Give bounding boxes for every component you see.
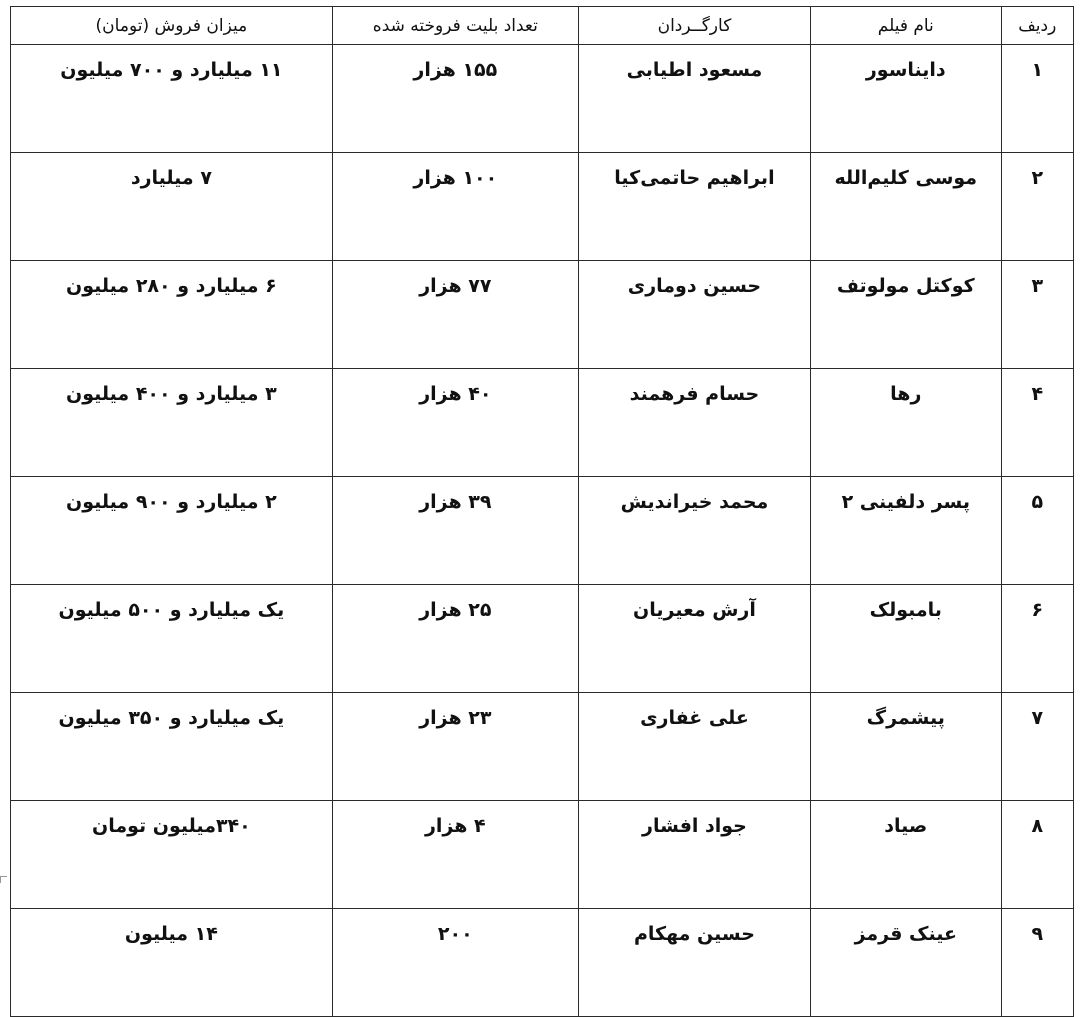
cell-sales-amount: یک میلیارد و ۵۰۰ میلیون [11, 585, 333, 693]
cell-film-name: دایناسور [811, 45, 1002, 153]
cell-sales-amount: ۳۴۰میلیون تومان [11, 801, 333, 909]
table-row [11, 801, 1074, 909]
table-row [11, 261, 1074, 369]
box-office-table [10, 6, 1074, 1017]
cell-film-name: کوکتل مولوتف [811, 261, 1002, 369]
cell-sales-amount: ۱۴ میلیون [11, 909, 333, 1017]
cell-tickets-sold: ۴ هزار [332, 801, 578, 909]
cell-tickets-sold: ۴۰ هزار [332, 369, 578, 477]
header-director: کارگــردان [578, 7, 810, 45]
table-row [11, 693, 1074, 801]
cell-row-number: ۸ [1001, 801, 1073, 909]
table-row [11, 477, 1074, 585]
cell-film-name: عینک قرمز [811, 909, 1002, 1017]
cell-film-name: بامبولک [811, 585, 1002, 693]
cell-row-number: ۹ [1001, 909, 1073, 1017]
cell-sales-amount: ۶ میلیارد و ۲۸۰ میلیون [11, 261, 333, 369]
cell-tickets-sold: ۱۰۰ هزار [332, 153, 578, 261]
cell-sales-amount: ۲ میلیارد و ۹۰۰ میلیون [11, 477, 333, 585]
cell-sales-amount: یک میلیارد و ۳۵۰ میلیون [11, 693, 333, 801]
cell-director: حسین دوماری [578, 261, 810, 369]
cell-tickets-sold: ۲۳ هزار [332, 693, 578, 801]
header-film-name: نام فیلم [811, 7, 1002, 45]
cell-film-name: موسی کلیم‌الله [811, 153, 1002, 261]
cell-sales-amount: ۱۱ میلیارد و ۷۰۰ میلیون [11, 45, 333, 153]
cell-director: حسین مهکام [578, 909, 810, 1017]
cell-film-name: صیاد [811, 801, 1002, 909]
cell-director: حسام فرهمند [578, 369, 810, 477]
cell-row-number: ۵ [1001, 477, 1073, 585]
box-office-table-container [10, 6, 1074, 945]
cell-row-number: ۲ [1001, 153, 1073, 261]
cell-tickets-sold: ۲۰۰ [332, 909, 578, 1017]
cell-director: علی غفاری [578, 693, 810, 801]
cell-sales-amount: ۷ میلیارد [11, 153, 333, 261]
cell-director: ابراهیم حاتمی‌کیا [578, 153, 810, 261]
table-row [11, 369, 1074, 477]
cell-film-name: پیشمرگ [811, 693, 1002, 801]
cell-row-number: ۷ [1001, 693, 1073, 801]
table-row [11, 45, 1074, 153]
cell-film-name: رها [811, 369, 1002, 477]
cell-tickets-sold: ۳۹ هزار [332, 477, 578, 585]
table-row [11, 153, 1074, 261]
cell-row-number: ۶ [1001, 585, 1073, 693]
cell-sales-amount: ۳ میلیارد و ۴۰۰ میلیون [11, 369, 333, 477]
cell-row-number: ۳ [1001, 261, 1073, 369]
cell-row-number: ۱ [1001, 45, 1073, 153]
cell-director: جواد افشار [578, 801, 810, 909]
table-row [11, 909, 1074, 1017]
cell-tickets-sold: ۱۵۵ هزار [332, 45, 578, 153]
table-row [11, 585, 1074, 693]
cell-film-name: پسر دلفینی ۲ [811, 477, 1002, 585]
cell-director: مسعود اطیابی [578, 45, 810, 153]
cell-director: آرش معیریان [578, 585, 810, 693]
header-sales-amount: میزان فروش (تومان) [11, 7, 333, 45]
cell-director: محمد خیراندیش [578, 477, 810, 585]
header-row [11, 7, 1074, 45]
page-corner-mark [0, 876, 7, 883]
header-row-number: ردیف [1001, 7, 1073, 45]
header-tickets-sold: تعداد بلیت فروخته شده [332, 7, 578, 45]
cell-tickets-sold: ۷۷ هزار [332, 261, 578, 369]
cell-tickets-sold: ۲۵ هزار [332, 585, 578, 693]
cell-row-number: ۴ [1001, 369, 1073, 477]
